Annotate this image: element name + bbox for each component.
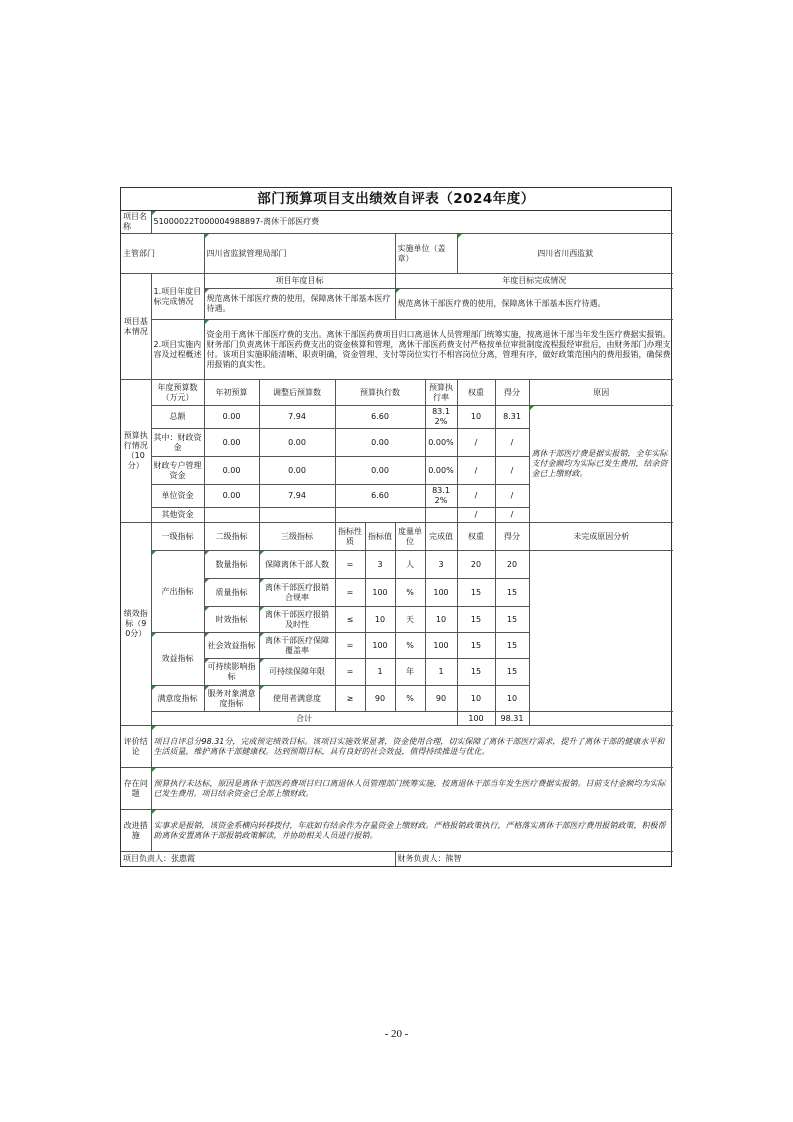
budget-header-rate: 预算执行率 (425, 380, 457, 406)
budget-row-score: / (495, 485, 529, 508)
perf-weight: 20 (457, 551, 495, 579)
perf-unit: 天 (395, 607, 425, 633)
measures-text: 实事求是报销，该资金系横向转移拨付，年底如有结余作为存量资金上缴财政。严格报销政策执行，严格落实离休干部医疗费用报销政策，积极帮助离休安置离休干部报销政策解读，并协助相关人员进行报销。 (151, 810, 673, 852)
dept-label: 主管部门 (121, 234, 204, 274)
perf-actual: 100 (425, 579, 457, 607)
perf-score: 15 (495, 607, 529, 633)
perf-weight: 15 (457, 659, 495, 686)
perf-level2: 服务对象满意度指标 (204, 686, 259, 712)
perf-total-score: 98.31 (495, 712, 529, 726)
perf-level3: 离休干部医疗保障覆盖率 (259, 633, 335, 659)
perf-weight: 10 (457, 686, 495, 712)
perf-score: 15 (495, 633, 529, 659)
perf-header-unit: 度量单位 (395, 523, 425, 551)
impl-unit-value: 四川省川西监狱 (457, 234, 673, 274)
perf-header-nature: 指标性质 (335, 523, 365, 551)
page-number: - 20 - (384, 1028, 409, 1040)
form-title: 部门预算项目支出绩效自评表（2024年度） (121, 188, 671, 211)
budget-row-rate: 83.12% (425, 406, 457, 429)
budget-row-adjusted: 7.94 (259, 485, 335, 508)
perf-level2: 数量指标 (204, 551, 259, 579)
perf-unit: % (395, 633, 425, 659)
budget-row-name: 其他资金 (151, 508, 204, 523)
budget-row-score: / (495, 508, 529, 523)
perf-target: 3 (365, 551, 395, 579)
overview-label: 项目基本情况 (121, 274, 151, 380)
perf-nature: = (335, 579, 365, 607)
perf-target: 10 (365, 607, 395, 633)
done-text: 规范离休干部医疗费的使用，保障离休干部基本医疗待遇。 (395, 289, 673, 320)
perf-nature: ≤ (335, 607, 365, 633)
impl-label: 2.项目实施内容及过程概述 (151, 320, 204, 380)
perf-score: 15 (495, 659, 529, 686)
perf-header-level3: 三级指标 (259, 523, 335, 551)
problems-label: 存在问题 (121, 768, 151, 810)
perf-header-level2: 二级指标 (204, 523, 259, 551)
perf-header-reason: 未完成原因分析 (529, 523, 673, 551)
problems-text: 预算执行未达标，原因是离休干部医药费项目归口离退休人员管理部门统筹实施，按离退休干部当年发生医疗费据实报销。目前支付金额均为实际已发生费用。项目结余资金已全部上缴财政。 (151, 768, 673, 810)
budget-row-weight: / (457, 508, 495, 523)
perf-level2: 社会效益指标 (204, 633, 259, 659)
perf-level2: 质量指标 (204, 579, 259, 607)
perf-actual: 100 (425, 633, 457, 659)
perf-unit: % (395, 579, 425, 607)
budget-row-executed: 0.00 (335, 429, 425, 457)
perf-actual: 90 (425, 686, 457, 712)
budget-row-name: 财政专户管理资金 (151, 457, 204, 485)
perf-score: 10 (495, 686, 529, 712)
goal-text: 规范离休干部医疗费的使用，保障离休干部基本医疗待遇。 (204, 289, 395, 320)
perf-total-label: 合计 (151, 712, 457, 726)
budget-row-rate (425, 508, 457, 523)
project-name-label: 项目名称 (121, 211, 151, 234)
perf-header-target: 指标值 (365, 523, 395, 551)
budget-row-initial (204, 508, 259, 523)
goal-label: 1.项目年度目标完成情况 (151, 274, 204, 320)
perf-weight: 15 (457, 607, 495, 633)
perf-reason-empty (529, 551, 673, 712)
budget-header-initial: 年初预算 (204, 380, 259, 406)
budget-row-initial: 0.00 (204, 457, 259, 485)
perf-level3: 可持续保障年限 (259, 659, 335, 686)
perf-target: 1 (365, 659, 395, 686)
budget-row-executed: 6.60 (335, 406, 425, 429)
budget-row-executed: 0.00 (335, 457, 425, 485)
perf-level1: 满意度指标 (151, 686, 204, 712)
perf-target: 100 (365, 633, 395, 659)
budget-header-reason: 原因 (529, 380, 673, 406)
perf-score: 20 (495, 551, 529, 579)
budget-row-initial: 0.00 (204, 406, 259, 429)
perf-header-level1: 一级指标 (151, 523, 204, 551)
budget-row-adjusted: 7.94 (259, 406, 335, 429)
project-name-value: 51000022T000004988897-离休干部医疗费 (151, 211, 673, 234)
budget-row-executed (335, 508, 425, 523)
done-header: 年度目标完成情况 (395, 274, 673, 289)
budget-row-rate: 0.00% (425, 457, 457, 485)
perf-header-weight: 权重 (457, 523, 495, 551)
perf-level3: 离休干部医疗报销及时性 (259, 607, 335, 633)
dept-value: 四川省监狱管理局部门 (204, 234, 395, 274)
perf-actual: 1 (425, 659, 457, 686)
performance-self-evaluation-form (120, 187, 672, 867)
budget-row-executed: 6.60 (335, 485, 425, 508)
form-table (121, 211, 673, 866)
perf-level3: 保障离休干部人数 (259, 551, 335, 579)
evaluation-label: 评价结论 (121, 726, 151, 768)
budget-row-weight: / (457, 429, 495, 457)
budget-row-initial: 0.00 (204, 429, 259, 457)
project-leader: 项目负责人：张惠霞 (121, 852, 395, 866)
budget-label: 预算执行情况（10分） (121, 380, 151, 523)
budget-header-annual: 年度预算数（万元） (151, 380, 204, 406)
budget-row-score: 8.31 (495, 406, 529, 429)
perf-unit: 年 (395, 659, 425, 686)
budget-header-adjusted: 调整后预算数 (259, 380, 335, 406)
budget-row-adjusted (259, 508, 335, 523)
perf-nature: = (335, 659, 365, 686)
budget-row-adjusted: 0.00 (259, 429, 335, 457)
impl-unit-label: 实施单位（盖章） (395, 234, 457, 274)
perf-actual: 3 (425, 551, 457, 579)
budget-row-adjusted: 0.00 (259, 457, 335, 485)
perf-level1: 效益指标 (151, 633, 204, 686)
perf-level3: 使用者满意度 (259, 686, 335, 712)
budget-row-weight: 10 (457, 406, 495, 429)
budget-row-score: / (495, 457, 529, 485)
perf-level3: 离休干部医疗报销合规率 (259, 579, 335, 607)
perf-nature: = (335, 551, 365, 579)
budget-row-score: / (495, 429, 529, 457)
perf-unit: 人 (395, 551, 425, 579)
perf-level2: 时效指标 (204, 607, 259, 633)
perf-unit: % (395, 686, 425, 712)
performance-label: 绩效指标（90分） (121, 523, 151, 726)
budget-row-name: 总额 (151, 406, 204, 429)
budget-row-rate: 0.00% (425, 429, 457, 457)
impl-text: 资金用于离休干部医疗费的支出。离休干部医药费项目归口离退休人员管理部门统筹实施，按离退休干部当年发生医疗费据实报销。财务部门负责离休干部医药费支出的资金核算和管理，离休干部医药费支付严格按单位审批制度流程报经审批后，由财务部门办理支付。该项目实施职能清晰、职责明确，资金管理、支付等岗位实行不相容岗位分离，管理有序，做好政策范围内的费用报销，确保费用报销的真实性。 (204, 320, 673, 380)
budget-row-rate: 83.12% (425, 485, 457, 508)
budget-header-score: 得分 (495, 380, 529, 406)
perf-target: 90 (365, 686, 395, 712)
budget-header-executed: 预算执行数 (335, 380, 425, 406)
budget-row-weight: / (457, 485, 495, 508)
perf-nature: ≥ (335, 686, 365, 712)
perf-nature: = (335, 633, 365, 659)
perf-target: 100 (365, 579, 395, 607)
perf-total-empty (529, 712, 673, 726)
perf-level1: 产出指标 (151, 551, 204, 633)
budget-row-name: 其中：财政资金 (151, 429, 204, 457)
perf-score: 15 (495, 579, 529, 607)
budget-row-name: 单位资金 (151, 485, 204, 508)
budget-row-initial: 0.00 (204, 485, 259, 508)
perf-header-actual: 完成值 (425, 523, 457, 551)
budget-reason: 离休干部医疗费是据实报销，全年实际支付金额均为实际已发生费用，结余资金已上缴财政。 (529, 406, 673, 523)
perf-level2: 可持续影响指标 (204, 659, 259, 686)
evaluation-text: 项目自评总分98.31分，完成预定绩效目标。该项目实施效果显著，资金使用合理，切实保障了离休干部医疗需求，提升了离休干部的健康水平和生活质量，维护离休干部健康权。达到预期目标，具有良好的社会效益，值得持续推进与优化。 (151, 726, 673, 768)
perf-weight: 15 (457, 579, 495, 607)
measures-label: 改进措施 (121, 810, 151, 852)
finance-leader: 财务负责人：熊智 (395, 852, 673, 866)
perf-total-weight: 100 (457, 712, 495, 726)
budget-row-weight: / (457, 457, 495, 485)
perf-weight: 15 (457, 633, 495, 659)
perf-header-score: 得分 (495, 523, 529, 551)
goal-header: 项目年度目标 (204, 274, 395, 289)
budget-header-weight: 权重 (457, 380, 495, 406)
perf-actual: 10 (425, 607, 457, 633)
